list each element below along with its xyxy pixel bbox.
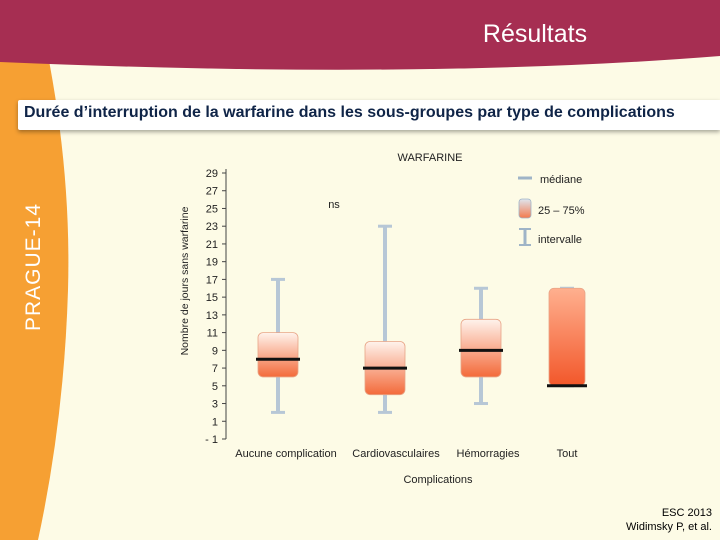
y-tick-label: 25 bbox=[205, 203, 218, 216]
y-tick-label: 23 bbox=[205, 221, 218, 234]
iqr-box bbox=[461, 319, 501, 377]
y-tick-label: 13 bbox=[205, 309, 218, 322]
x-category-label: Aucune complication bbox=[235, 448, 337, 460]
iqr-box bbox=[258, 333, 298, 377]
source-credit bbox=[626, 506, 712, 534]
y-tick-label: 27 bbox=[205, 185, 218, 198]
iqr-box bbox=[549, 288, 585, 386]
y-tick-label: 15 bbox=[205, 292, 218, 305]
y-tick-label: 7 bbox=[211, 363, 218, 376]
y-tick-label: 19 bbox=[205, 256, 218, 269]
x-category-label: Cardiovasculaires bbox=[352, 448, 440, 460]
y-tick-label: 29 bbox=[205, 168, 218, 180]
y-tick-label: 5 bbox=[211, 380, 218, 393]
y-tick-label: 1 bbox=[211, 416, 218, 429]
y-tick-label: 11 bbox=[206, 327, 218, 340]
header-band bbox=[0, 0, 720, 70]
legend-median-label: médiane bbox=[540, 174, 583, 186]
credit-line-2: Widimsky P, et al. bbox=[626, 521, 712, 533]
y-axis-label: Nombre de jours sans warfarine bbox=[179, 206, 191, 356]
y-tick-label: 3 bbox=[211, 398, 218, 411]
chart-title: WARFARINE bbox=[397, 152, 463, 164]
y-tick-label: 9 bbox=[211, 345, 218, 358]
y-tick-label: 21 bbox=[205, 238, 218, 251]
x-axis-label: Complications bbox=[403, 474, 473, 486]
y-tick-label: 17 bbox=[205, 274, 218, 287]
slide-subtitle: Durée d’interruption de la warfarine dans les sous-groupes par type de complications bbox=[24, 104, 675, 121]
legend-whisker-label: intervalle bbox=[538, 234, 583, 246]
legend-box-label: 25 – 75% bbox=[538, 205, 585, 217]
credit-line-1: ESC 2013 bbox=[661, 507, 712, 519]
x-category-label: Hémorragies bbox=[456, 448, 520, 460]
y-tick-label: - 1 bbox=[205, 434, 218, 446]
significance-annotation: ns bbox=[328, 199, 340, 211]
legend-box-swatch bbox=[519, 199, 531, 218]
box-plot bbox=[179, 152, 587, 486]
x-category-label: Tout bbox=[556, 448, 578, 460]
study-label: PRAGUE-14 bbox=[22, 202, 45, 332]
page-title: Résultats bbox=[482, 20, 588, 48]
